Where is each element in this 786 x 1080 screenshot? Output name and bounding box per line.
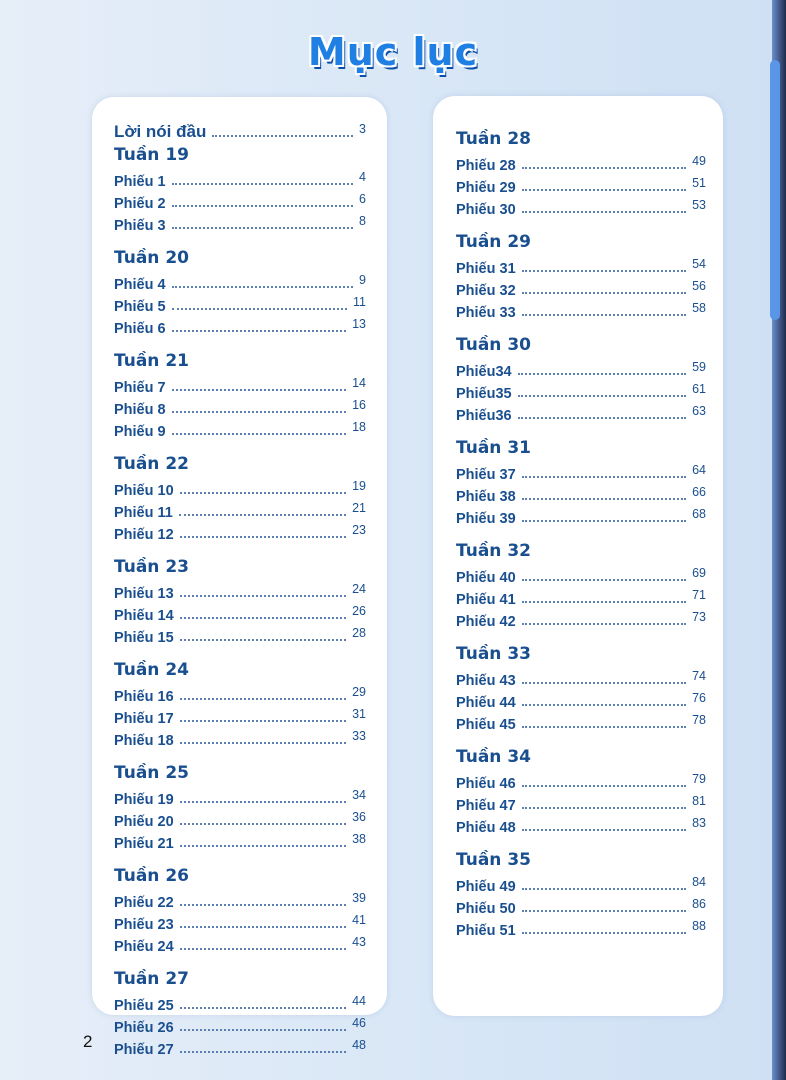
toc-entry-page: 44 — [352, 994, 366, 1008]
toc-entry-label: Phiếu 38 — [456, 489, 516, 505]
toc-entry[interactable] — [456, 174, 706, 196]
toc-entry[interactable] — [456, 358, 706, 380]
toc-entry-page: 9 — [359, 273, 366, 287]
leader-dots — [522, 909, 686, 912]
section-gap — [114, 749, 366, 760]
toc-entry-label: Phiếu34 — [456, 364, 512, 380]
leader-dots — [518, 372, 686, 375]
toc-entry-label: Phiếu 51 — [456, 923, 516, 939]
toc-entry-page: 6 — [359, 192, 366, 206]
toc-entry[interactable] — [114, 190, 366, 212]
toc-entry-label: Phiếu 50 — [456, 901, 516, 917]
week-heading: Tuần 34 — [456, 747, 531, 767]
toc-entry[interactable] — [456, 483, 706, 505]
toc-entry-label: Phiếu 19 — [114, 792, 174, 808]
toc-entry[interactable] — [114, 889, 366, 911]
toc-entry[interactable] — [456, 917, 706, 939]
toc-entry[interactable] — [456, 152, 706, 174]
toc-entry-page: 33 — [352, 729, 366, 743]
toc-column-right — [456, 126, 706, 939]
toc-entry-label: Phiếu 16 — [114, 689, 174, 705]
toc-entry[interactable] — [114, 808, 366, 830]
toc-entry[interactable] — [456, 299, 706, 321]
leader-dots — [522, 578, 686, 581]
page-number: 2 — [83, 1032, 93, 1051]
toc-entry[interactable] — [456, 667, 706, 689]
toc-entry-page: 56 — [692, 279, 706, 293]
toc-entry-page: 38 — [352, 832, 366, 846]
toc-entry[interactable] — [114, 683, 366, 705]
leader-dots — [180, 800, 346, 803]
week-heading: Tuần 31 — [456, 438, 531, 458]
leader-dots — [522, 931, 686, 934]
section-gap — [456, 630, 706, 641]
toc-entry[interactable] — [456, 196, 706, 218]
toc-entry-page: 36 — [352, 810, 366, 824]
toc-entry-page: 34 — [352, 788, 366, 802]
toc-entry[interactable] — [114, 705, 366, 727]
leader-dots — [522, 725, 686, 728]
toc-entry-label: Phiếu 43 — [456, 673, 516, 689]
toc-entry[interactable] — [114, 418, 366, 440]
leader-dots — [180, 616, 346, 619]
toc-entry-label: Phiếu 33 — [456, 305, 516, 321]
page-title: Mục lục — [307, 30, 479, 74]
section-gap — [114, 440, 366, 451]
leader-dots — [172, 204, 353, 207]
toc-entry-label: Phiếu 17 — [114, 711, 174, 727]
section-gap — [456, 733, 706, 744]
toc-entry[interactable] — [456, 608, 706, 630]
toc-entry-label: Phiếu 47 — [456, 798, 516, 814]
toc-entry-label: Phiếu 42 — [456, 614, 516, 630]
toc-entry-label: Phiếu 9 — [114, 424, 166, 440]
week-heading: Tuần 26 — [114, 866, 189, 886]
toc-entry-label: Phiếu 8 — [114, 402, 166, 418]
week-heading: Tuần 27 — [114, 969, 189, 989]
leader-dots — [522, 784, 686, 787]
toc-entry-label: Phiếu 40 — [456, 570, 516, 586]
section-gap — [456, 321, 706, 332]
leader-dots — [522, 519, 686, 522]
toc-entry-label: Phiếu 20 — [114, 814, 174, 830]
toc-entry-page: 66 — [692, 485, 706, 499]
toc-entry[interactable] — [114, 499, 366, 521]
toc-entry-page: 79 — [692, 772, 706, 786]
week-heading: Tuần 20 — [114, 248, 189, 268]
toc-entry-label: Phiếu 32 — [456, 283, 516, 299]
toc-entry-label: Phiếu 14 — [114, 608, 174, 624]
leader-dots — [522, 188, 686, 191]
leader-dots — [180, 844, 346, 847]
leader-dots — [522, 291, 686, 294]
toc-entry[interactable] — [114, 477, 366, 499]
toc-entry-page: 81 — [692, 794, 706, 808]
toc-entry-label: Phiếu 28 — [456, 158, 516, 174]
toc-entry[interactable] — [456, 689, 706, 711]
toc-entry[interactable] — [456, 770, 706, 792]
toc-entry[interactable] — [114, 271, 366, 293]
toc-entry-page: 69 — [692, 566, 706, 580]
leader-dots — [522, 806, 686, 809]
toc-entry[interactable] — [114, 580, 366, 602]
leader-dots — [522, 497, 686, 500]
week-heading: Tuần 24 — [114, 660, 189, 680]
leader-dots — [522, 166, 686, 169]
toc-entry[interactable] — [114, 521, 366, 543]
toc-entry[interactable] — [114, 727, 366, 749]
leader-dots — [180, 925, 346, 928]
toc-entry-label: Phiếu 15 — [114, 630, 174, 646]
toc-entry-label: Phiếu 44 — [456, 695, 516, 711]
toc-entry[interactable] — [456, 505, 706, 527]
leader-dots — [180, 719, 346, 722]
leader-dots — [522, 475, 686, 478]
toc-entry[interactable] — [114, 992, 366, 1014]
toc-entry-label: Lời nói đầu — [114, 122, 207, 141]
toc-entry-page: 49 — [692, 154, 706, 168]
toc-entry-label: Phiếu 7 — [114, 380, 166, 396]
toc-entry[interactable] — [114, 830, 366, 852]
toc-entry-page: 61 — [692, 382, 706, 396]
toc-entry-page: 24 — [352, 582, 366, 596]
toc-entry-page: 48 — [352, 1038, 366, 1052]
toc-entry-page: 74 — [692, 669, 706, 683]
toc-entry-page: 3 — [359, 122, 366, 136]
toc-entry-label: Phiếu 6 — [114, 321, 166, 337]
leader-dots — [180, 1050, 346, 1053]
leader-dots — [172, 410, 347, 413]
toc-entry-page: 84 — [692, 875, 706, 889]
toc-entry-page: 51 — [692, 176, 706, 190]
section-gap — [114, 337, 366, 348]
week-heading: Tuần 22 — [114, 454, 189, 474]
section-gap — [114, 955, 366, 966]
toc-entry-label: Phiếu 30 — [456, 202, 516, 218]
toc-entry-label: Phiếu 11 — [114, 505, 173, 521]
toc-entry[interactable] — [456, 873, 706, 895]
toc-entry[interactable] — [456, 255, 706, 277]
section-gap — [114, 646, 366, 657]
toc-entry[interactable] — [114, 293, 366, 315]
toc-entry[interactable] — [456, 814, 706, 836]
toc-entry-page: 26 — [352, 604, 366, 618]
toc-entry-intro[interactable] — [114, 112, 366, 142]
toc-entry-page: 83 — [692, 816, 706, 830]
toc-entry-page: 16 — [352, 398, 366, 412]
toc-entry-label: Phiếu 5 — [114, 299, 166, 315]
leader-dots — [180, 903, 346, 906]
toc-entry[interactable] — [114, 624, 366, 646]
toc-entry-label: Phiếu 12 — [114, 527, 174, 543]
toc-entry-label: Phiếu 39 — [456, 511, 516, 527]
toc-entry-label: Phiếu35 — [456, 386, 512, 402]
leader-dots — [180, 491, 346, 494]
leader-dots — [180, 822, 346, 825]
toc-entry[interactable] — [456, 586, 706, 608]
toc-entry-label: Phiếu 10 — [114, 483, 174, 499]
week-heading: Tuần 28 — [456, 129, 531, 149]
leader-dots — [172, 329, 347, 332]
toc-entry[interactable] — [456, 402, 706, 424]
week-heading: Tuần 19 — [114, 145, 189, 165]
toc-entry[interactable] — [114, 1014, 366, 1036]
toc-entry-label: Phiếu 22 — [114, 895, 174, 911]
toc-entry[interactable] — [114, 315, 366, 337]
leader-dots — [522, 622, 686, 625]
toc-entry[interactable] — [114, 168, 366, 190]
toc-entry-page: 86 — [692, 897, 706, 911]
toc-entry[interactable] — [456, 895, 706, 917]
section-gap — [456, 836, 706, 847]
toc-entry[interactable] — [114, 786, 366, 808]
week-heading: Tuần 32 — [456, 541, 531, 561]
toc-entry-page: 23 — [352, 523, 366, 537]
toc-entry-page: 88 — [692, 919, 706, 933]
toc-entry[interactable] — [114, 396, 366, 418]
week-heading: Tuần 23 — [114, 557, 189, 577]
toc-entry-page: 11 — [353, 295, 366, 309]
toc-entry-page: 53 — [692, 198, 706, 212]
toc-entry-page: 76 — [692, 691, 706, 705]
toc-entry-label: Phiếu 1 — [114, 174, 166, 190]
toc-entry-label: Phiếu 3 — [114, 218, 166, 234]
week-heading: Tuần 21 — [114, 351, 189, 371]
toc-entry-page: 28 — [352, 626, 366, 640]
leader-dots — [180, 594, 346, 597]
toc-entry-page: 46 — [352, 1016, 366, 1030]
toc-entry-page: 19 — [352, 479, 366, 493]
toc-entry[interactable] — [456, 461, 706, 483]
leader-dots — [180, 947, 346, 950]
toc-entry-page: 59 — [692, 360, 706, 374]
toc-entry-page: 78 — [692, 713, 706, 727]
toc-entry-page: 18 — [352, 420, 366, 434]
leader-dots — [172, 285, 353, 288]
toc-entry[interactable] — [456, 380, 706, 402]
section-gap — [456, 527, 706, 538]
leader-dots — [522, 703, 686, 706]
toc-entry-label: Phiếu 26 — [114, 1020, 174, 1036]
toc-entry-page: 68 — [692, 507, 706, 521]
leader-dots — [522, 681, 686, 684]
toc-entry-page: 73 — [692, 610, 706, 624]
section-gap — [114, 852, 366, 863]
week-heading: Tuần 35 — [456, 850, 531, 870]
leader-dots — [212, 134, 353, 137]
leader-dots — [180, 741, 346, 744]
toc-entry[interactable] — [456, 564, 706, 586]
toc-column-left — [114, 112, 366, 1058]
section-gap — [114, 543, 366, 554]
toc-entry-page: 43 — [352, 935, 366, 949]
toc-entry-label: Phiếu 31 — [456, 261, 516, 277]
toc-entry[interactable] — [114, 1036, 366, 1058]
toc-entry-page: 31 — [352, 707, 366, 721]
leader-dots — [172, 226, 353, 229]
toc-entry-page: 63 — [692, 404, 706, 418]
week-heading: Tuần 33 — [456, 644, 531, 664]
toc-entry-page: 4 — [359, 170, 366, 184]
toc-entry-page: 41 — [352, 913, 366, 927]
toc-entry-page: 64 — [692, 463, 706, 477]
toc-entry-page: 13 — [352, 317, 366, 331]
toc-entry-page: 8 — [359, 214, 366, 228]
leader-dots — [180, 1006, 346, 1009]
toc-entry-label: Phiếu 48 — [456, 820, 516, 836]
toc-entry[interactable] — [456, 792, 706, 814]
leader-dots — [180, 638, 346, 641]
toc-entry-label: Phiếu 21 — [114, 836, 174, 852]
leader-dots — [522, 828, 686, 831]
leader-dots — [522, 210, 686, 213]
leader-dots — [179, 513, 346, 516]
toc-entry-label: Phiếu 4 — [114, 277, 166, 293]
leader-dots — [180, 697, 346, 700]
week-heading: Tuần 29 — [456, 232, 531, 252]
leader-dots — [522, 313, 686, 316]
toc-entry[interactable] — [456, 277, 706, 299]
toc-entry[interactable] — [114, 602, 366, 624]
toc-entry-label: Phiếu 2 — [114, 196, 166, 212]
toc-entry[interactable] — [114, 374, 366, 396]
toc-entry-label: Phiếu 29 — [456, 180, 516, 196]
leader-dots — [172, 432, 347, 435]
toc-entry-page: 54 — [692, 257, 706, 271]
toc-entry-label: Phiếu 41 — [456, 592, 516, 608]
toc-entry-label: Phiếu 27 — [114, 1042, 174, 1058]
toc-entry[interactable] — [114, 911, 366, 933]
leader-dots — [172, 388, 347, 391]
toc-entry-page: 58 — [692, 301, 706, 315]
toc-entry-page: 14 — [352, 376, 366, 390]
leader-dots — [172, 182, 353, 185]
leader-dots — [172, 307, 347, 310]
toc-entry-label: Phiếu 24 — [114, 939, 174, 955]
toc-entry-label: Phiếu36 — [456, 408, 512, 424]
leader-dots — [522, 887, 686, 890]
section-gap — [456, 424, 706, 435]
leader-dots — [180, 1028, 346, 1031]
toc-entry-page: 29 — [352, 685, 366, 699]
toc-entry-label: Phiếu 23 — [114, 917, 174, 933]
toc-entry-label: Phiếu 13 — [114, 586, 174, 602]
toc-entry-page: 21 — [352, 501, 366, 515]
toc-entry-label: Phiếu 46 — [456, 776, 516, 792]
toc-entry[interactable] — [114, 933, 366, 955]
leader-dots — [518, 394, 686, 397]
book-cover-edge — [770, 60, 780, 320]
section-gap — [456, 218, 706, 229]
leader-dots — [522, 600, 686, 603]
week-heading: Tuần 25 — [114, 763, 189, 783]
section-gap — [114, 234, 366, 245]
toc-entry-label: Phiếu 37 — [456, 467, 516, 483]
toc-entry[interactable] — [456, 711, 706, 733]
toc-entry[interactable] — [114, 212, 366, 234]
leader-dots — [522, 269, 686, 272]
leader-dots — [180, 535, 346, 538]
toc-entry-page: 71 — [692, 588, 706, 602]
toc-entry-label: Phiếu 25 — [114, 998, 174, 1014]
toc-entry-label: Phiếu 18 — [114, 733, 174, 749]
toc-entry-page: 39 — [352, 891, 366, 905]
toc-entry-label: Phiếu 45 — [456, 717, 516, 733]
leader-dots — [518, 416, 686, 419]
week-heading: Tuần 30 — [456, 335, 531, 355]
toc-entry-label: Phiếu 49 — [456, 879, 516, 895]
